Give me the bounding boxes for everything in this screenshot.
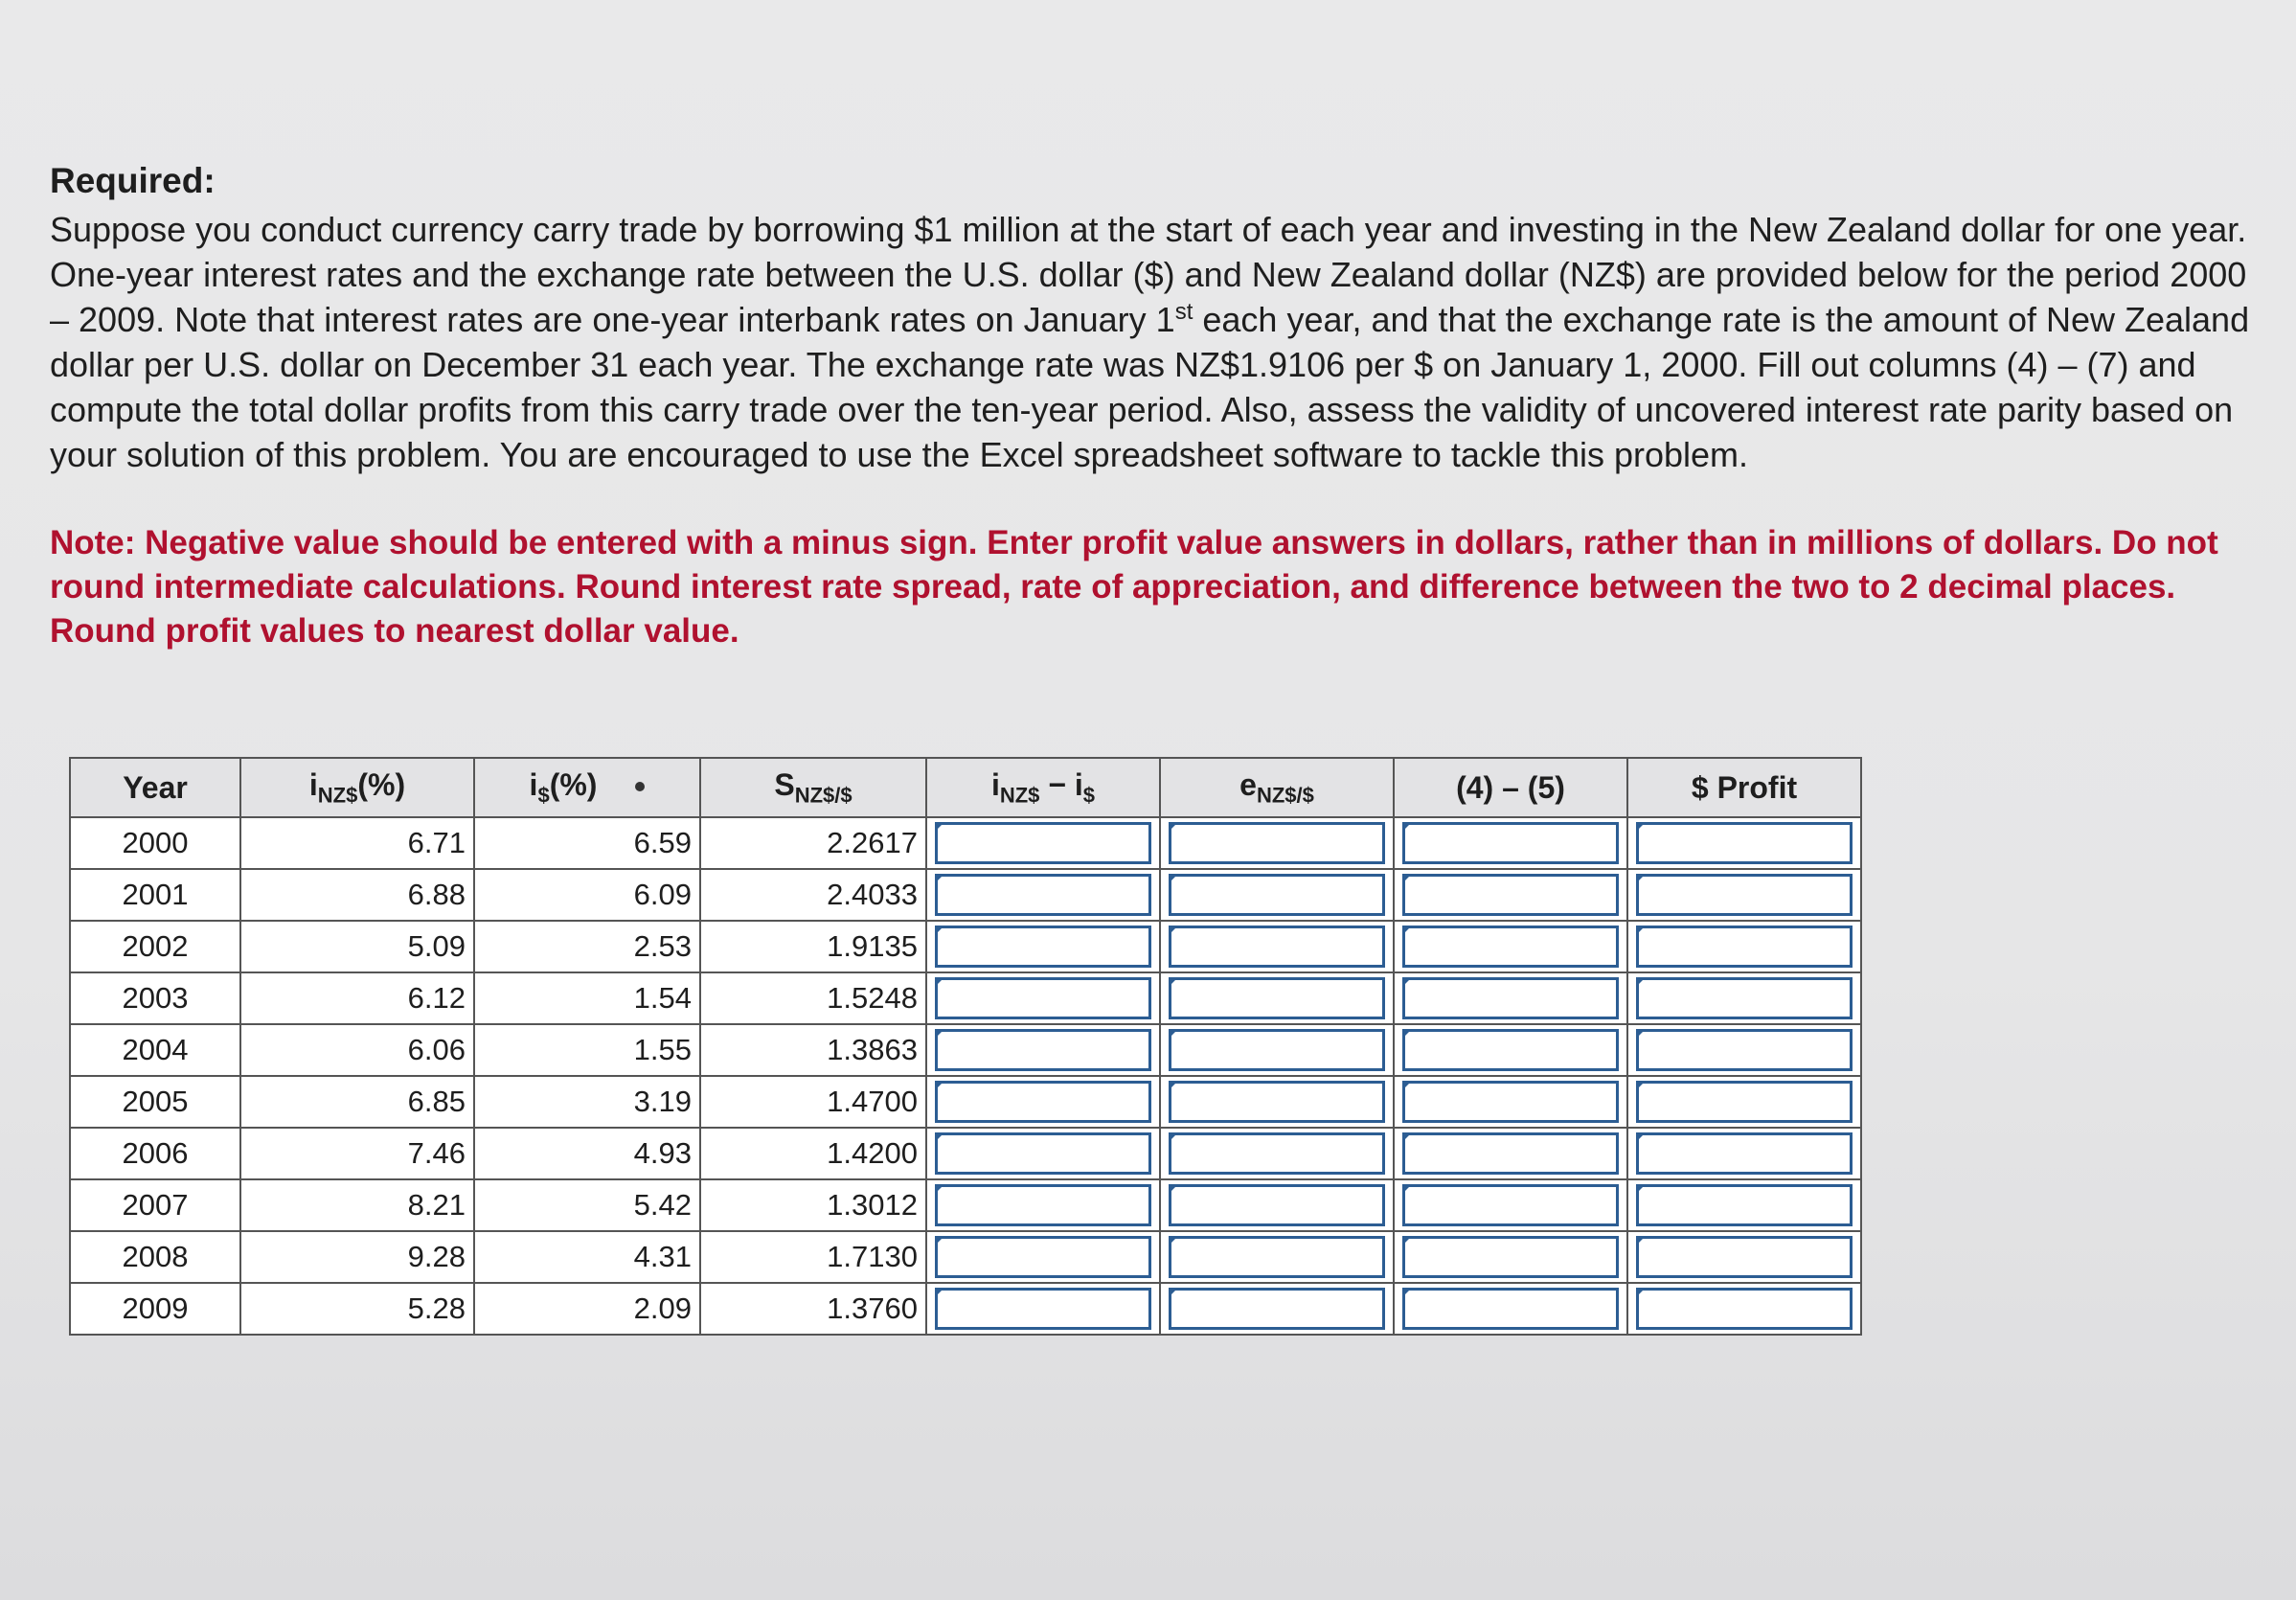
appreciation-input[interactable] xyxy=(1169,1288,1385,1330)
appreciation-input-cell xyxy=(1160,1283,1394,1335)
difference-input[interactable] xyxy=(1402,1081,1619,1123)
i-nz-cell: 6.85 xyxy=(240,1076,474,1128)
interest-spread-input[interactable] xyxy=(935,1184,1151,1226)
i-nz-cell: 7.46 xyxy=(240,1128,474,1179)
problem-text xyxy=(50,207,2272,477)
profit-input[interactable] xyxy=(1636,874,1853,916)
table-row xyxy=(70,1128,1861,1179)
spot-rate-cell: 1.7130 xyxy=(700,1231,926,1283)
profit-input[interactable] xyxy=(1636,1081,1853,1123)
i-nz-cell: 6.06 xyxy=(240,1024,474,1076)
header-i-nz: $i_{NZ\$}(\%)$ xyxy=(240,758,474,817)
difference-input[interactable] xyxy=(1402,822,1619,864)
i-us-cell: 1.55 xyxy=(474,1024,700,1076)
spot-rate-cell: 1.9135 xyxy=(700,921,926,972)
difference-input[interactable] xyxy=(1402,874,1619,916)
difference-input[interactable] xyxy=(1402,1288,1619,1330)
profit-input[interactable] xyxy=(1636,1184,1853,1226)
carry-trade-table xyxy=(69,757,1862,1336)
header-appreciation: $e_{NZ\$/\$}$ xyxy=(1160,758,1394,817)
appreciation-input-cell xyxy=(1160,1179,1394,1231)
profit-input[interactable] xyxy=(1636,1132,1853,1175)
appreciation-input[interactable] xyxy=(1169,1132,1385,1175)
interest-spread-input-cell xyxy=(926,817,1160,869)
difference-input-cell xyxy=(1394,869,1627,921)
spot-rate-cell: 1.3012 xyxy=(700,1179,926,1231)
year-cell: 2008 xyxy=(70,1231,240,1283)
i-us-cell: 2.09 xyxy=(474,1283,700,1335)
year-cell: 2000 xyxy=(70,817,240,869)
difference-input[interactable] xyxy=(1402,977,1619,1019)
profit-input[interactable] xyxy=(1636,1288,1853,1330)
difference-input-cell xyxy=(1394,1128,1627,1179)
spot-rate-cell: 1.5248 xyxy=(700,972,926,1024)
spot-rate-cell: 2.2617 xyxy=(700,817,926,869)
spot-rate-cell: 2.4033 xyxy=(700,869,926,921)
header-spot-rate: $S_{NZ\$/\$}$ xyxy=(700,758,926,817)
appreciation-input[interactable] xyxy=(1169,874,1385,916)
year-cell: 2006 xyxy=(70,1128,240,1179)
problem-text-part-2: each year, and that the exchange rate is the amount of New Zealand dollar per U.S. dollar on December 31 each year. The exchange rate was NZ$1.9106 per $ on January 1, 2000. Fill out columns (4) – (7) and compute the total dollar profits from this carry trade over the ten-year period. Also, assess the validity of uncovered interest rate parity based on your solution of this problem. You are encouraged to use the Excel spreadsheet software to tackle this problem. xyxy=(50,300,2250,474)
table-row xyxy=(70,1076,1861,1128)
spot-rate-cell: 1.3863 xyxy=(700,1024,926,1076)
profit-input[interactable] xyxy=(1636,822,1853,864)
appreciation-input[interactable] xyxy=(1169,1029,1385,1071)
appreciation-input-cell xyxy=(1160,972,1394,1024)
profit-input[interactable] xyxy=(1636,926,1853,968)
i-us-cell: 2.53 xyxy=(474,921,700,972)
spot-rate-cell: 1.3760 xyxy=(700,1283,926,1335)
appreciation-input-cell xyxy=(1160,817,1394,869)
problem-content xyxy=(50,161,2282,653)
year-cell: 2005 xyxy=(70,1076,240,1128)
interest-spread-input-cell xyxy=(926,972,1160,1024)
difference-input-cell xyxy=(1394,817,1627,869)
i-nz-cell: 5.28 xyxy=(240,1283,474,1335)
difference-input-cell xyxy=(1394,1283,1627,1335)
interest-spread-input[interactable] xyxy=(935,874,1151,916)
interest-spread-input-cell xyxy=(926,1024,1160,1076)
appreciation-input[interactable] xyxy=(1169,1184,1385,1226)
interest-spread-input[interactable] xyxy=(935,822,1151,864)
i-nz-cell: 6.71 xyxy=(240,817,474,869)
year-cell: 2003 xyxy=(70,972,240,1024)
table-header-row xyxy=(70,758,1861,817)
interest-spread-input[interactable] xyxy=(935,1081,1151,1123)
appreciation-input[interactable] xyxy=(1169,926,1385,968)
profit-input-cell xyxy=(1627,817,1861,869)
note-instructions: Note: Negative value should be entered with a minus sign. Enter profit value answers in dollars, rather than in millions of dollars. Do not round intermediate calculations. Round interest rate spread, rate of appreciation, and difference between the two to 2 decimal places. Round profit values to nearest dollar value. xyxy=(50,524,2218,650)
profit-input-cell xyxy=(1627,869,1861,921)
difference-input-cell xyxy=(1394,921,1627,972)
dot-mark-icon xyxy=(635,782,645,791)
interest-spread-input-cell xyxy=(926,869,1160,921)
problem-text-part-1: Suppose you conduct currency carry trade by borrowing $1 million at the start of each year and investing in the New Zealand dollar for one year. One-year interest rates and the exchange rate between the U.S. dollar ($) and New Zealand dollar (NZ$) are provided below for the period 2000 – 2009. Note that interest rates are one-year interbank rates on January 1 xyxy=(50,210,2247,339)
i-nz-cell: 8.21 xyxy=(240,1179,474,1231)
interest-spread-input-cell xyxy=(926,1283,1160,1335)
appreciation-input[interactable] xyxy=(1169,1236,1385,1278)
i-us-cell: 4.93 xyxy=(474,1128,700,1179)
profit-input-cell xyxy=(1627,921,1861,972)
table-row xyxy=(70,817,1861,869)
i-us-cell: 1.54 xyxy=(474,972,700,1024)
profit-input[interactable] xyxy=(1636,1236,1853,1278)
appreciation-input-cell xyxy=(1160,1024,1394,1076)
interest-spread-input[interactable] xyxy=(935,926,1151,968)
spot-rate-cell: 1.4200 xyxy=(700,1128,926,1179)
interest-spread-input[interactable] xyxy=(935,1132,1151,1175)
spot-rate-cell: 1.4700 xyxy=(700,1076,926,1128)
header-i-us: $i_{\$}(\%)$ xyxy=(474,758,700,817)
i-us-cell: 6.59 xyxy=(474,817,700,869)
profit-input-cell xyxy=(1627,1024,1861,1076)
profit-input-cell xyxy=(1627,972,1861,1024)
table-row xyxy=(70,1283,1861,1335)
table-row xyxy=(70,1231,1861,1283)
appreciation-input[interactable] xyxy=(1169,1081,1385,1123)
interest-spread-input-cell xyxy=(926,1231,1160,1283)
difference-input-cell xyxy=(1394,1231,1627,1283)
interest-spread-input[interactable] xyxy=(935,1029,1151,1071)
profit-input-cell xyxy=(1627,1231,1861,1283)
i-nz-cell: 6.12 xyxy=(240,972,474,1024)
i-nz-cell: 9.28 xyxy=(240,1231,474,1283)
problem-text-sup: st xyxy=(1174,299,1193,325)
difference-input-cell xyxy=(1394,972,1627,1024)
difference-input[interactable] xyxy=(1402,1236,1619,1278)
appreciation-input-cell xyxy=(1160,869,1394,921)
profit-input[interactable] xyxy=(1636,977,1853,1019)
appreciation-input[interactable] xyxy=(1169,977,1385,1019)
i-us-cell: 3.19 xyxy=(474,1076,700,1128)
table-row xyxy=(70,1024,1861,1076)
interest-spread-input-cell xyxy=(926,1179,1160,1231)
interest-spread-input-cell xyxy=(926,921,1160,972)
i-nz-cell: 6.88 xyxy=(240,869,474,921)
required-label: Required: xyxy=(50,161,216,200)
profit-input-cell xyxy=(1627,1128,1861,1179)
table-row xyxy=(70,921,1861,972)
header-difference: (4) – (5) xyxy=(1394,758,1627,817)
year-cell: 2009 xyxy=(70,1283,240,1335)
header-year: Year xyxy=(70,758,240,817)
difference-input[interactable] xyxy=(1402,1132,1619,1175)
profit-input-cell xyxy=(1627,1283,1861,1335)
interest-spread-input[interactable] xyxy=(935,1236,1151,1278)
interest-spread-input-cell xyxy=(926,1076,1160,1128)
i-us-cell: 6.09 xyxy=(474,869,700,921)
i-us-cell: 5.42 xyxy=(474,1179,700,1231)
profit-input-cell xyxy=(1627,1076,1861,1128)
header-interest-spread: $i_{NZ\$} - i_{\$}$ xyxy=(926,758,1160,817)
header-profit: $ Profit xyxy=(1627,758,1861,817)
difference-input-cell xyxy=(1394,1076,1627,1128)
interest-spread-input[interactable] xyxy=(935,977,1151,1019)
table-body xyxy=(70,817,1861,1335)
interest-spread-input-cell xyxy=(926,1128,1160,1179)
difference-input[interactable] xyxy=(1402,1029,1619,1071)
appreciation-input-cell xyxy=(1160,1231,1394,1283)
difference-input[interactable] xyxy=(1402,926,1619,968)
year-cell: 2001 xyxy=(70,869,240,921)
i-us-cell: 4.31 xyxy=(474,1231,700,1283)
year-cell: 2007 xyxy=(70,1179,240,1231)
difference-input[interactable] xyxy=(1402,1184,1619,1226)
difference-input-cell xyxy=(1394,1024,1627,1076)
difference-input-cell xyxy=(1394,1179,1627,1231)
i-nz-cell: 5.09 xyxy=(240,921,474,972)
appreciation-input-cell xyxy=(1160,1128,1394,1179)
profit-input[interactable] xyxy=(1636,1029,1853,1071)
appreciation-input-cell xyxy=(1160,921,1394,972)
year-cell: 2004 xyxy=(70,1024,240,1076)
table-row xyxy=(70,972,1861,1024)
appreciation-input[interactable] xyxy=(1169,822,1385,864)
table-row xyxy=(70,1179,1861,1231)
table-row xyxy=(70,869,1861,921)
year-cell: 2002 xyxy=(70,921,240,972)
appreciation-input-cell xyxy=(1160,1076,1394,1128)
interest-spread-input[interactable] xyxy=(935,1288,1151,1330)
profit-input-cell xyxy=(1627,1179,1861,1231)
